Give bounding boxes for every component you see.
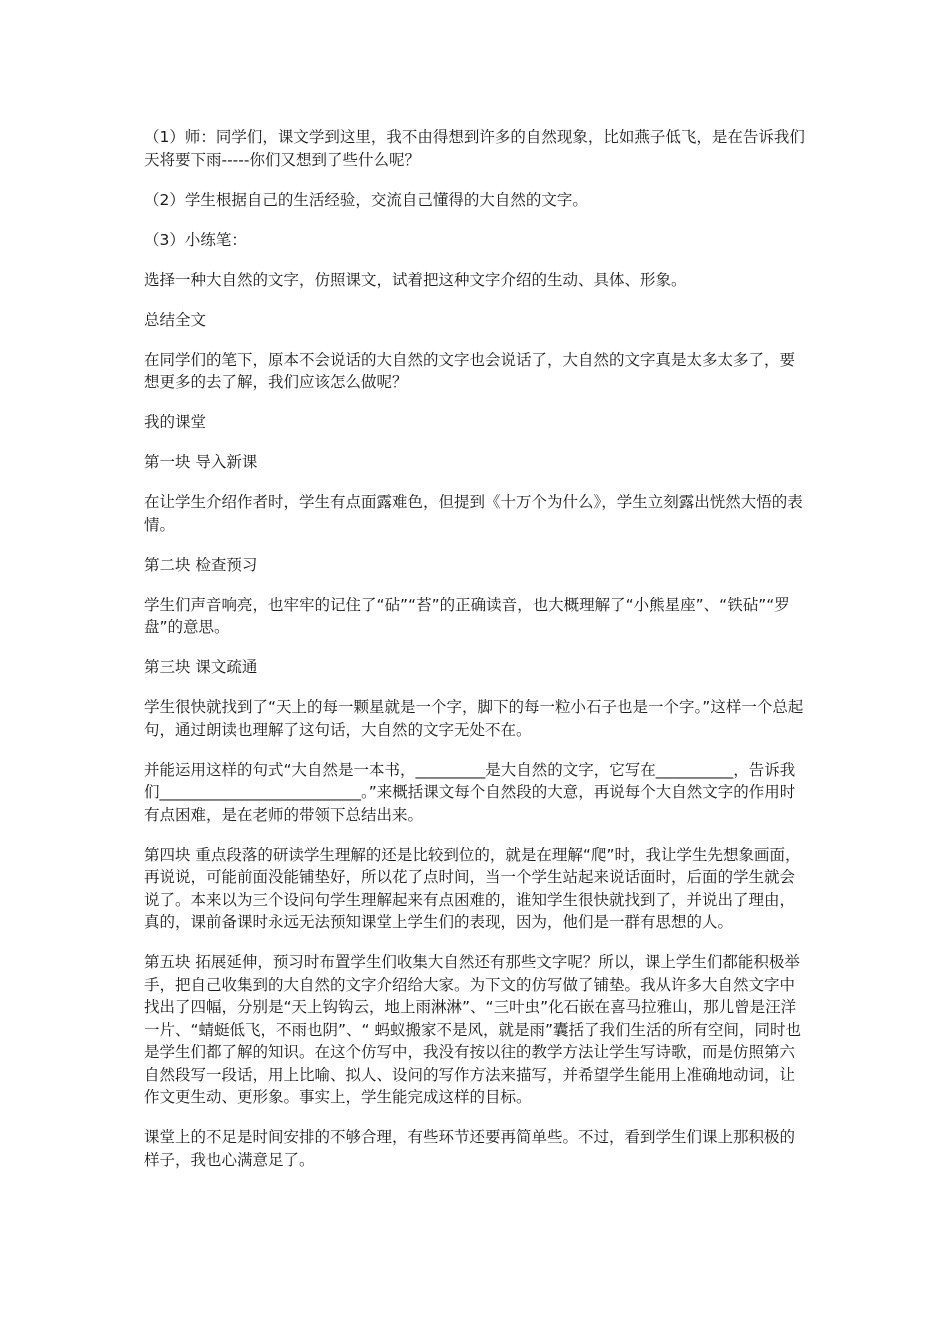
- document-body: [144, 126, 808, 1189]
- block-heading-1: 第一块 导入新课: [144, 453, 258, 471]
- block-heading-2: 第二块 检查预习: [144, 555, 258, 574]
- paragraph-block-5: 第五块 拓展延伸，预习时布置学生们收集大自然还有那些文字呢？所以，课上学生们都能积极举手，把自己收集到的大自然的文字介绍给大家。为下文的仿写做了铺垫。我从许多大自然文字中找出了四幅，分别是“天上钩钩云，地上雨淋淋”、“三叶虫”化石嵌在喜马拉雅山，那儿曾是汪洋一片、“蜻蜓低飞，不雨也阴”、“ 蚂蚁搬家不是风，就是雨”囊括了我们生活的所有空间，同时也是学生们都了解的知识。在这个仿写中，我没有按以往的教学方法让学生写诗歌，而是仿照第六自然段写一段话，用上比喻、拟人、设问的写作方法来描写，并希望学生能用上准确地动词，让作文更生动、更形象。事实上，学生能完成这样的目标。: [144, 953, 802, 1106]
- paragraph-writing-practice-task: 选择一种大自然的文字，仿照课文，试着把这种文字介绍的生动、具体、形象。: [144, 270, 687, 289]
- paragraph-block-3: 学生很快就找到了“天上的每一颗星就是一个字，脚下的每一粒小石子也是一个字。”这样一个总起句，通过朗读也理解了这句话，大自然的文字无处不在。: [144, 698, 804, 739]
- paragraph-block-2: 学生们声音响亮，也牢牢的记住了“砧”“苔”的正确读音，也大概理解了“小熊星座”、“铁砧”“罗盘”的意思。: [144, 595, 790, 636]
- section-heading-summary: 总结全文: [144, 310, 207, 329]
- section-heading-my-classroom: 我的课堂: [144, 413, 207, 431]
- paragraph-block-1: 在让学生介绍作者时，学生有点面露难色，但提到《十万个为什么》，学生立刻露出恍然大悟的表情。: [144, 493, 803, 534]
- block-heading-3: 第三块 课文疏通: [144, 658, 258, 676]
- paragraph-student-exchange: （2）学生根据自己的生活经验，交流自己懂得的大自然的文字。: [144, 190, 588, 209]
- paragraph-writing-practice-heading: （3）小练笔：: [144, 230, 247, 249]
- paragraph-summary: 在同学们的笔下，原本不会说话的大自然的文字也会说话了，大自然的文字真是太多太多了，要想更多的去了解，我们应该怎么做呢？: [144, 350, 796, 391]
- paragraph-sentence-pattern: 并能运用这样的句式“大自然是一本书，_________是大自然的文字，它写在__________，告诉我们__________________________。”来概括课文每个自然段的大意，再说每个大自然文字的作用时有点困难，是在老师的带领下总结出来。: [144, 760, 796, 824]
- paragraph-teacher-question: （1）师：同学们，课文学到这里，我不由得想到许多的自然现象，比如燕子低飞，是在告诉我们天将要下雨-----你们又想到了些什么呢？: [144, 128, 805, 169]
- paragraph-reflection: 课堂上的不足是时间安排的不够合理，有些环节还要再简单些。不过，看到学生们课上那积极的样子，我也心满意足了。: [144, 1128, 796, 1169]
- paragraph-block-4: 第四块 重点段落的研读学生理解的还是比较到位的，就是在理解“爬”时，我让学生先想象画面，再说说，可能前面没能铺垫好，所以花了点时间，当一个学生站起来说话面时，后面的学生就会说了。本来以为三个设问句学生理解起来有点困难的，谁知学生很快就找到了，并说出了理由，真的，课前备课时永远无法预知课堂上学生们的表现，因为，他们是一群有思想的人。: [144, 845, 801, 931]
